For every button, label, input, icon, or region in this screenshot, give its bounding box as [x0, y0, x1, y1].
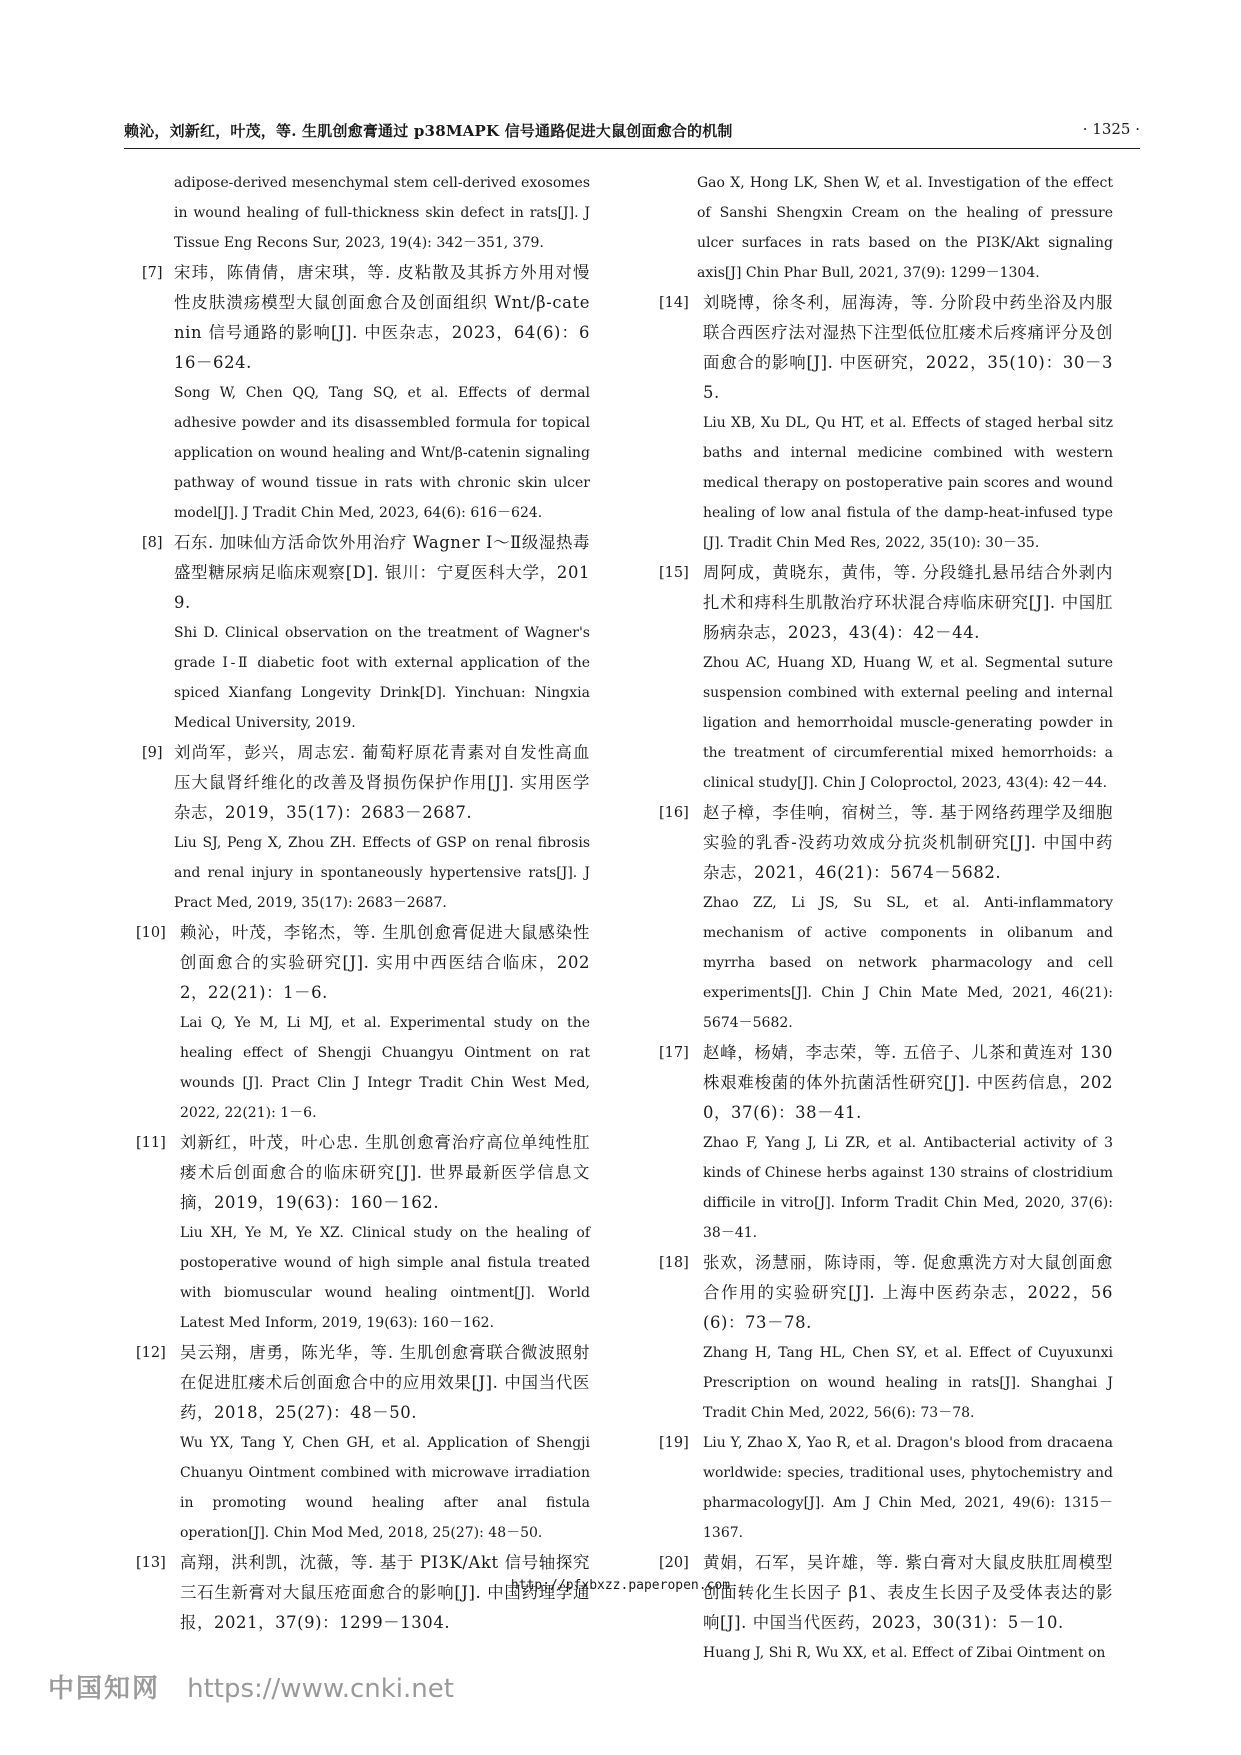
reference-english-text: Lai Q, Ye M, Li MJ, et al. Experimental study on the healing effect of Shengji Chuangyu Ointment on rat wounds [J]. Pract Clin J Integr Tradit Chin West Med, 2022, 22(21): 1－6.	[180, 1015, 590, 1121]
reference-chinese-text: 刘晓博，徐冬利，屈海涛，等. 分阶段中药坐浴及内服联合西医疗法对湿热下注型低位肛瘘术后疼痛评分及创面愈合的影响[J]. 中医研究，2022，35(10)：30－35.	[703, 293, 1113, 402]
header-title: 赖沁，刘新红，叶茂，等. 生肌创愈膏通过 p38MAPK 信号通路促进大鼠创面愈合的机制	[124, 122, 733, 140]
reference-english-text: adipose-derived mesenchymal stem cell-derived exosomes in wound healing of full-thickness skin defect in rats[J]. J Tissue Eng Recons Sur, 2023, 19(4): 342－351, 379.	[174, 175, 590, 251]
reference-chinese-text: 宋玮，陈倩倩，唐宋琪，等. 皮粘散及其拆方外用对慢性皮肤溃疡模型大鼠创面愈合及创面组织 Wnt/β-catenin 信号通路的影响[J]. 中医杂志，2023，64(6)：616－624.	[174, 263, 590, 372]
page-number: · 1325 ·	[1082, 120, 1140, 138]
reference-number: [13]	[136, 1555, 166, 1571]
reference-number: [20]	[659, 1555, 689, 1571]
reference-entry	[659, 1038, 1113, 1248]
reference-english-text: Zhou AC, Huang XD, Huang W, et al. Segmental suture suspension combined with external peeling and internal ligation and hemorrhoidal muscle-generating powder in the treatment of circumferential mixed hemorrhoids: a clinical study[J]. Chin J Coloproctol, 2023, 43(4): 42－44.	[703, 655, 1113, 791]
reference-chinese-text: 赖沁，叶茂，李铭杰，等. 生肌创愈膏促进大鼠感染性创面愈合的实验研究[J]. 实用中西医结合临床，2022，22(21)：1－6.	[180, 923, 590, 1002]
reference-chinese-text: 吴云翔，唐勇，陈光华，等. 生肌创愈膏联合微波照射在促进肛瘘术后创面愈合中的应用效果[J]. 中国当代医药，2018，25(27)：48－50.	[180, 1343, 590, 1422]
reference-entry	[136, 1548, 590, 1638]
reference-number: [11]	[136, 1135, 166, 1151]
reference-english-text: Liu SJ, Peng X, Zhou ZH. Effects of GSP on renal fibrosis and renal injury in spontaneously hypertensive rats[J]. J Pract Med, 2019, 35(17): 2683－2687.	[174, 835, 590, 911]
reference-entry	[659, 558, 1113, 798]
reference-chinese-text: 石东. 加味仙方活命饮外用治疗 Wagner Ⅰ～Ⅱ级湿热毒盛型糖尿病足临床观察[D]. 银川：宁夏医科大学，2019.	[174, 533, 590, 612]
reference-chinese-text: 赵峰，杨婧，李志荣，等. 五倍子、儿茶和黄连对 130 株艰难梭菌的体外抗菌活性研究[J]. 中医药信息，2020，37(6)：38－41.	[703, 1043, 1113, 1122]
reference-entry	[659, 798, 1113, 1038]
reference-english-text: Huang J, Shi R, Wu XX, et al. Effect of Zibai Ointment on	[703, 1645, 1106, 1661]
reference-chinese-text: 周阿成，黄晓东，黄伟，等. 分段缝扎悬吊结合外剥内扎术和痔科生肌散治疗环状混合痔临床研究[J]. 中国肛肠病杂志，2023，43(4)：42－44.	[703, 563, 1113, 642]
reference-entry	[659, 288, 1113, 558]
reference-number: [7]	[142, 265, 163, 281]
reference-entry	[136, 918, 590, 1128]
footer-url[interactable]: http://pfxbxzz.paperopen.com	[510, 1578, 731, 1593]
reference-entry	[659, 1428, 1113, 1548]
reference-english-text: Song W, Chen QQ, Tang SQ, et al. Effects of dermal adhesive powder and its disassembled formula for topical application on wound healing and Wnt/β-catenin signaling pathway of wound tissue in rats with chronic skin ulcer model[J]. J Tradit Chin Med, 2023, 64(6): 616－624.	[174, 385, 590, 521]
reference-english-text: Zhang H, Tang HL, Chen SY, et al. Effect of Cuyuxunxi Prescription on wound healing in rats[J]. Shanghai J Tradit Chin Med, 2022, 56(6): 73－78.	[703, 1345, 1113, 1421]
reference-english-text: Shi D. Clinical observation on the treatment of Wagner's grade Ⅰ-Ⅱ diabetic foot with external application of the spiced Xianfang Longevity Drink[D]. Yinchuan: Ningxia Medical University, 2019.	[174, 625, 590, 731]
reference-entry	[142, 528, 590, 738]
watermark-logo: 中国知网	[48, 1674, 161, 1704]
right-column	[659, 168, 1113, 1668]
reference-number: [18]	[659, 1255, 689, 1271]
reference-number: [19]	[659, 1435, 689, 1451]
reference-english-text: Liu Y, Zhao X, Yao R, et al. Dragon's blood from dracaena worldwide: species, traditional uses, phytochemistry and pharmacology[J]. Am J Chin Med, 2021, 49(6): 1315－1367.	[703, 1435, 1113, 1541]
reference-number: [12]	[136, 1345, 166, 1361]
reference-number: [14]	[659, 295, 689, 311]
cnki-watermark	[48, 1668, 454, 1708]
header-rule	[124, 148, 1140, 149]
reference-chinese-text: 高翔，洪利凯，沈薇，等. 基于 PI3K/Akt 信号轴探究三石生新膏对大鼠压疮面愈合的影响[J]. 中国药理学通报，2021，37(9)：1299－1304.	[180, 1553, 590, 1632]
reference-entry	[665, 168, 1113, 288]
reference-entry	[659, 1248, 1113, 1428]
reference-entry	[659, 1548, 1113, 1668]
reference-english-text: Zhao F, Yang J, Li ZR, et al. Antibacterial activity of 3 kinds of Chinese herbs against 130 strains of clostridium difficile in vitro[J]. Inform Tradit Chin Med, 2020, 37(6): 38－41.	[703, 1135, 1113, 1241]
reference-number: [16]	[659, 805, 689, 821]
reference-number: [15]	[659, 565, 689, 581]
reference-chinese-text: 张欢，汤慧丽，陈诗雨，等. 促愈熏洗方对大鼠创面愈合作用的实验研究[J]. 上海中医药杂志，2022，56(6)：73－78.	[703, 1253, 1113, 1332]
reference-chinese-text: 刘新红，叶茂，叶心忠. 生肌创愈膏治疗高位单纯性肛瘘术后创面愈合的临床研究[J]. 世界最新医学信息文摘，2019，19(63)：160－162.	[180, 1133, 590, 1212]
reference-english-text: Gao X, Hong LK, Shen W, et al. Investigation of the effect of Sanshi Shengxin Cream on the healing of pressure ulcer surfaces in rats based on the PI3K/Akt signaling axis[J] Chin Phar Bull, 2021, 37(9): 1299－1304.	[697, 175, 1113, 281]
reference-chinese-text: 刘尚军，彭兴，周志宏. 葡萄籽原花青素对自发性高血压大鼠肾纤维化的改善及肾损伤保护作用[J]. 实用医学杂志，2019，35(17)：2683－2687.	[174, 743, 590, 822]
reference-chinese-text: 赵子樟，李佳响，宿树兰，等. 基于网络药理学及细胞实验的乳香-没药功效成分抗炎机制研究[J]. 中国中药杂志，2021，46(21)：5674－5682.	[703, 803, 1113, 882]
reference-entry	[136, 1338, 590, 1548]
running-header	[124, 120, 1140, 144]
reference-english-text: Liu XB, Xu DL, Qu HT, et al. Effects of staged herbal sitz baths and internal medicine combined with western medical therapy on postoperative pain scores and wound healing of low anal fistula of the damp-heat-infused type [J]. Tradit Chin Med Res, 2022, 35(10): 30－35.	[703, 415, 1113, 551]
reference-entry	[142, 738, 590, 918]
reference-number: [17]	[659, 1045, 689, 1061]
left-column	[136, 168, 590, 1638]
reference-number: [8]	[142, 535, 163, 551]
watermark-url[interactable]: https://www.cnki.net	[187, 1674, 454, 1704]
reference-number: [10]	[136, 925, 166, 941]
reference-chinese-text: 黄娟，石军，吴许雄，等. 紫白膏对大鼠皮肤肛周模型创面转化生长因子 β1、表皮生长因子及受体表达的影响[J]. 中国当代医药，2023，30(31)：5－10.	[703, 1553, 1113, 1632]
reference-entry	[136, 1128, 590, 1338]
reference-entry	[142, 258, 590, 528]
reference-number: [9]	[142, 745, 163, 761]
reference-english-text: Liu XH, Ye M, Ye XZ. Clinical study on the healing of postoperative wound of high simple anal fistula treated with biomuscular wound healing ointment[J]. World Latest Med Inform, 2019, 19(63): 160－162.	[180, 1225, 590, 1331]
reference-english-text: Zhao ZZ, Li JS, Su SL, et al. Anti-inflammatory mechanism of active components in olibanum and myrrha based on network pharmacology and cell experiments[J]. Chin J Chin Mate Med, 2021, 46(21): 5674－5682.	[703, 895, 1113, 1031]
reference-english-text: Wu YX, Tang Y, Chen GH, et al. Application of Shengji Chuanyu Ointment combined with microwave irradiation in promoting wound healing after anal fistula operation[J]. Chin Mod Med, 2018, 25(27): 48－50.	[180, 1435, 590, 1541]
reference-entry	[142, 168, 590, 258]
